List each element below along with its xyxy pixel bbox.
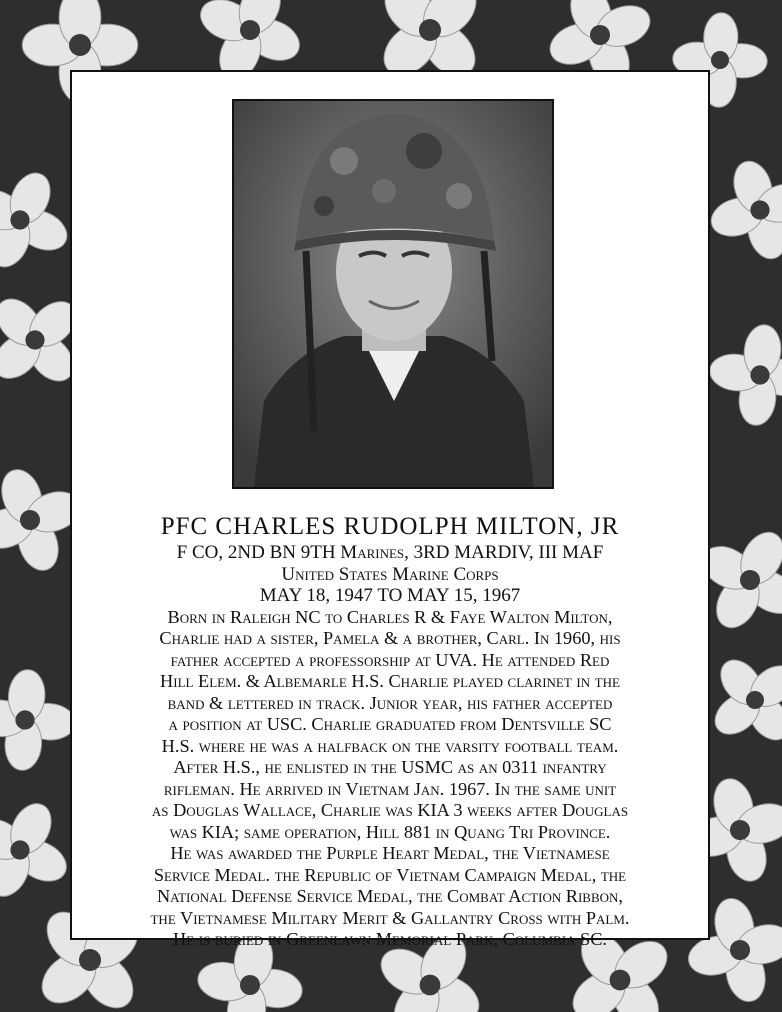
bio-line: H.S. where he was a halfback on the varsity football team. <box>161 735 619 756</box>
soldier-name: PFC CHARLES RUDOLPH MILTON, JR <box>160 513 620 540</box>
bio-line: the Vietnamese Military Merit & Gallantry Cross with Palm. <box>150 907 630 928</box>
bio-line: National Defense Service Medal, the Combat Action Ribbon, <box>156 886 624 906</box>
bio-line: Hill Elem. & Albemarle H.S. Charlie played clarinet in the <box>160 671 620 691</box>
bio-line: Service Medal. the Republic of Vietnam Campaign Medal, the <box>153 864 627 885</box>
bio-line: a position at USC. Charlie graduated from Dentsville SC <box>168 714 612 734</box>
bio-line: father accepted a professorship at UVA. He attended Red <box>170 649 610 670</box>
bio-line: After H.S., he enlisted in the USMC as an 0311 infantry <box>173 757 607 777</box>
bio-line: Born in Raleigh NC to Charles R & Faye Walton Milton, <box>167 606 613 627</box>
bio-line: band & lettered in track. Junior year, his father accepted <box>167 692 613 713</box>
unit-line: F CO, 2ND BN 9TH Marines, 3RD MARDIV, III MAF <box>176 542 604 563</box>
bio-line: as Douglas Wallace, Charlie was KIA 3 weeks after Douglas <box>151 800 629 820</box>
memorial-text <box>72 512 708 951</box>
dates-line: MAY 18, 1947 TO MAY 15, 1967 <box>259 585 521 606</box>
bio-line: Charlie had a sister, Pamela & a brother, Carl. In 1960, his <box>159 628 621 648</box>
bio-line: He was awarded the Purple Heart Medal, the Vietnamese <box>170 843 610 863</box>
bio-line: rifleman. He arrived in Vietnam Jan. 1967. In the same unit <box>163 778 617 799</box>
branch-line: United States Marine Corps <box>281 563 499 585</box>
soldier-portrait-icon <box>234 101 552 487</box>
memorial-card <box>70 70 710 949</box>
bio-line: was KIA; same operation, Hill 881 in Quang Tri Province. <box>169 821 611 842</box>
bio-line: He is buried in Greenlawn Memorial Park, Columbia SC. <box>173 929 607 949</box>
portrait-photo <box>232 99 554 489</box>
